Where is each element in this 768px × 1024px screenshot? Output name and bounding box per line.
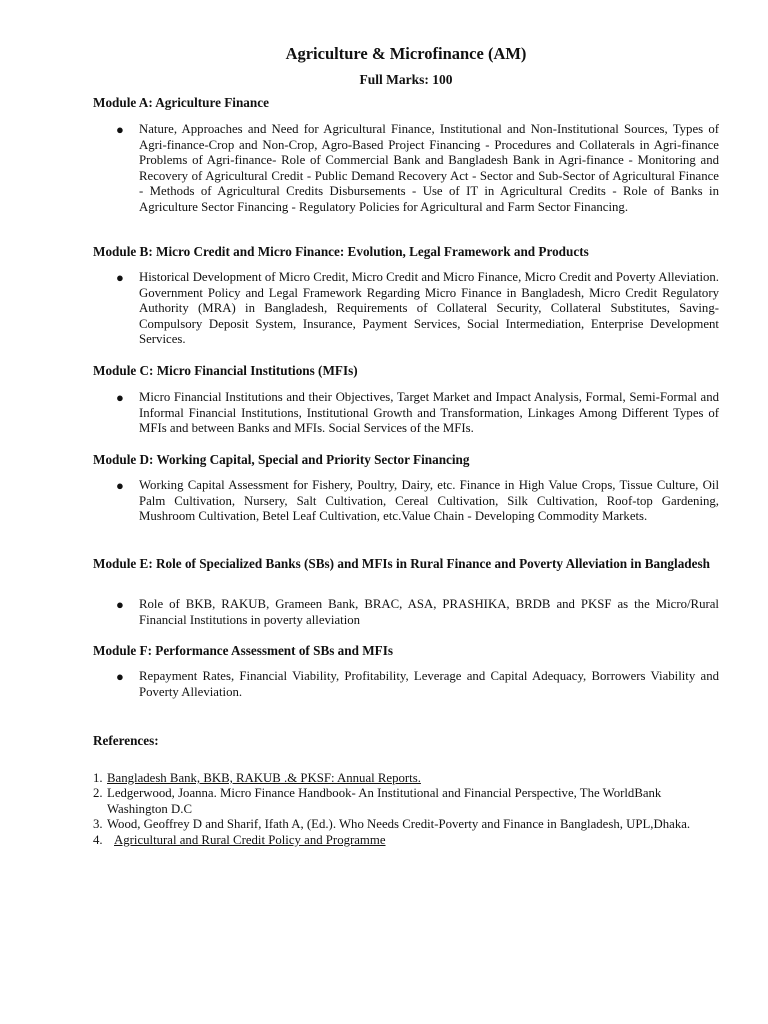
module-e-heading: Module E: Role of Specialized Banks (SBs) and MFIs in Rural Finance and Poverty Alleviation in Bangladesh	[93, 556, 710, 571]
reference-number: 3.	[93, 817, 103, 832]
module-d-heading: Module D: Working Capital, Special and Priority Sector Financing	[93, 452, 470, 467]
reference-link[interactable]: Bangladesh Bank, BKB, RAKUB .& PKSF: Annual Reports.	[107, 771, 421, 785]
document-title: Agriculture & Microfinance (AM)	[285, 44, 527, 63]
module-b-heading: Module B: Micro Credit and Micro Finance: Evolution, Legal Framework and Products	[93, 244, 589, 259]
reference-item	[93, 771, 693, 786]
reference-item	[93, 786, 693, 817]
reference-text: Wood, Geoffrey D and Sharif, Ifath A, (Ed.). Who Needs Credit-Poverty and Finance in Bangladesh, UPL,Dhaka.	[107, 817, 691, 832]
reference-number: 1.	[93, 771, 103, 785]
reference-number: 2.	[93, 786, 103, 801]
module-f-heading: Module F: Performance Assessment of SBs and MFIs	[93, 643, 393, 658]
module-a-text: Nature, Approaches and Need for Agricultural Finance, Institutional and Non-Institutional Sources, Types of Agri-finance-Crop and Non-Crop, Agro-Based Project Financing - Procedures and Collaterals in Agri-finance Problems of Agri-finance- Role of Commercial Bank and Bangladesh Bank in Agri-finance - Monitoring and Recovery of Agricultural Credit - Public Demand Recovery Act - Sector and Sub-Sector of Agricultural Finance - Methods of Agricultural Credits Disbursements - Use of IT in Agricultural Credits - Role of Banks in Agriculture Sector Financing - Regulatory Policies for Agricultural and Farm Sector Financing.	[139, 122, 719, 214]
reference-item	[93, 817, 693, 832]
module-a-heading: Module A: Agriculture Finance	[93, 95, 269, 110]
full-marks: Full Marks: 100	[359, 72, 453, 87]
module-d-text: Working Capital Assessment for Fishery, Poultry, Dairy, etc. Finance in High Value Crops, Tissue Culture, Oil Palm Cultivation, Nursery, Salt Cultivation, Cereal Cultivation, Silk Cultivation, Roof-top Gardening, Mushroom Cultivation, Betel Leaf Cultivation, etc.Value Chain - Developing Commodity Markets.	[139, 478, 719, 523]
reference-item	[93, 833, 693, 848]
reference-number: 4.	[93, 832, 103, 847]
module-c-heading: Module C: Micro Financial Institutions (MFIs)	[93, 363, 358, 378]
module-c-text: Micro Financial Institutions and their Objectives, Target Market and Impact Analysis, Formal, Semi-Formal and Informal Financial Institutions, Institutional Growth and Transformation, Linkages Among Different Types of MFIs and between Banks and MFIs. Social Services of the MFIs.	[139, 390, 719, 435]
module-e-text: Role of BKB, RAKUB, Grameen Bank, BRAC, ASA, PRASHIKA, BRDB and PKSF as the Micro/Rural Financial Institutions in poverty alleviation	[139, 597, 719, 627]
bullet-icon: ●	[116, 390, 124, 405]
module-b-text: Historical Development of Micro Credit, Micro Credit and Micro Finance, Micro Credit and Poverty Alleviation. Government Policy and Legal Framework Regarding Micro Finance in Bangladesh, Micro Credit Regulatory Authority (MRA) in Bangladesh, Requirements of Collateral Security, Collateral Substitutes, Saving-Compulsory Deposit System, Insurance, Payment Services, Social Intermediation, Enterprise Development Services.	[139, 270, 719, 346]
references-heading: References:	[93, 733, 159, 748]
bullet-icon: ●	[116, 478, 124, 493]
module-f-text: Repayment Rates, Financial Viability, Profitability, Leverage and Capital Adequacy, Borrowers Viability and Poverty Alleviation.	[139, 669, 719, 699]
bullet-icon: ●	[116, 270, 124, 285]
bullet-icon: ●	[116, 669, 124, 684]
reference-link[interactable]: Agricultural and Rural Credit Policy and Programme	[114, 832, 386, 847]
reference-text: Ledgerwood, Joanna. Micro Finance Handbook- An Institutional and Financial Perspective, The WorldBank Washington D.C	[107, 786, 662, 816]
bullet-icon: ●	[116, 597, 124, 612]
references-list	[93, 771, 693, 848]
bullet-icon: ●	[116, 122, 124, 137]
